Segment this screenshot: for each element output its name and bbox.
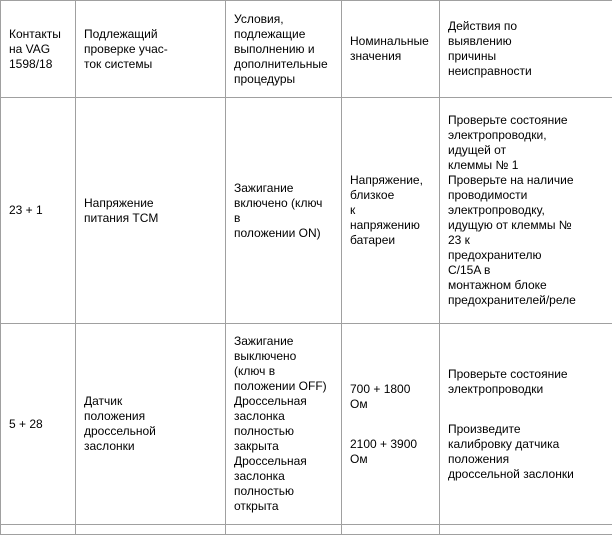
action-text: Проверьте состояние электропроводки [448, 367, 608, 397]
header-values: Номинальные значения [342, 1, 440, 98]
header-area: Подлежащий проверке учас- ток системы [76, 1, 226, 98]
cell-contacts: 5 + 28 [1, 324, 76, 525]
cell-empty [226, 525, 342, 535]
cell-contacts: 23 + 1 [1, 98, 76, 324]
header-contacts: Контакты на VAG 1598/18 [1, 1, 76, 98]
value-text: 700 + 1800 Ом [350, 382, 435, 412]
cell-area: Напряжение питания TCM [76, 98, 226, 324]
action-text: Проверьте состояние электропроводки, идущей от клеммы № 1 Проверьте на наличие проводимости электропроводку, идущую от клеммы № 23 к предохранителю C/15A в монтажном блоке предохранителей/реле [448, 113, 608, 308]
cell-empty [440, 525, 612, 535]
header-conditions: Условия, подлежащие выполнению и дополнительные процедуры [226, 1, 342, 98]
cell-conditions: Зажигание включено (ключ в положении ON) [226, 98, 342, 324]
cell-area: Датчик положения дроссельной заслонки [76, 324, 226, 525]
header-actions: Действия по выявлению причины неисправности [440, 1, 612, 98]
value-text: 2100 + 3900 Ом [350, 437, 435, 467]
cell-actions [440, 324, 612, 525]
action-text: Произведите калибровку датчика положения дроссельной заслонки [448, 422, 608, 482]
table-row [1, 98, 612, 324]
cell-values [342, 98, 440, 324]
table-row [1, 324, 612, 525]
table-row-partial [1, 525, 612, 535]
cell-empty [76, 525, 226, 535]
value-text: Напряжение, близкое к напряжению батареи [350, 173, 435, 248]
cell-actions [440, 98, 612, 324]
cell-empty [1, 525, 76, 535]
cell-conditions: Зажигание выключено (ключ в положении OFF) Дроссельная заслонка полностью закрыта Дроссельная заслонка полностью открыта [226, 324, 342, 525]
cell-values [342, 324, 440, 525]
cell-empty [342, 525, 440, 535]
header-row [1, 1, 612, 98]
